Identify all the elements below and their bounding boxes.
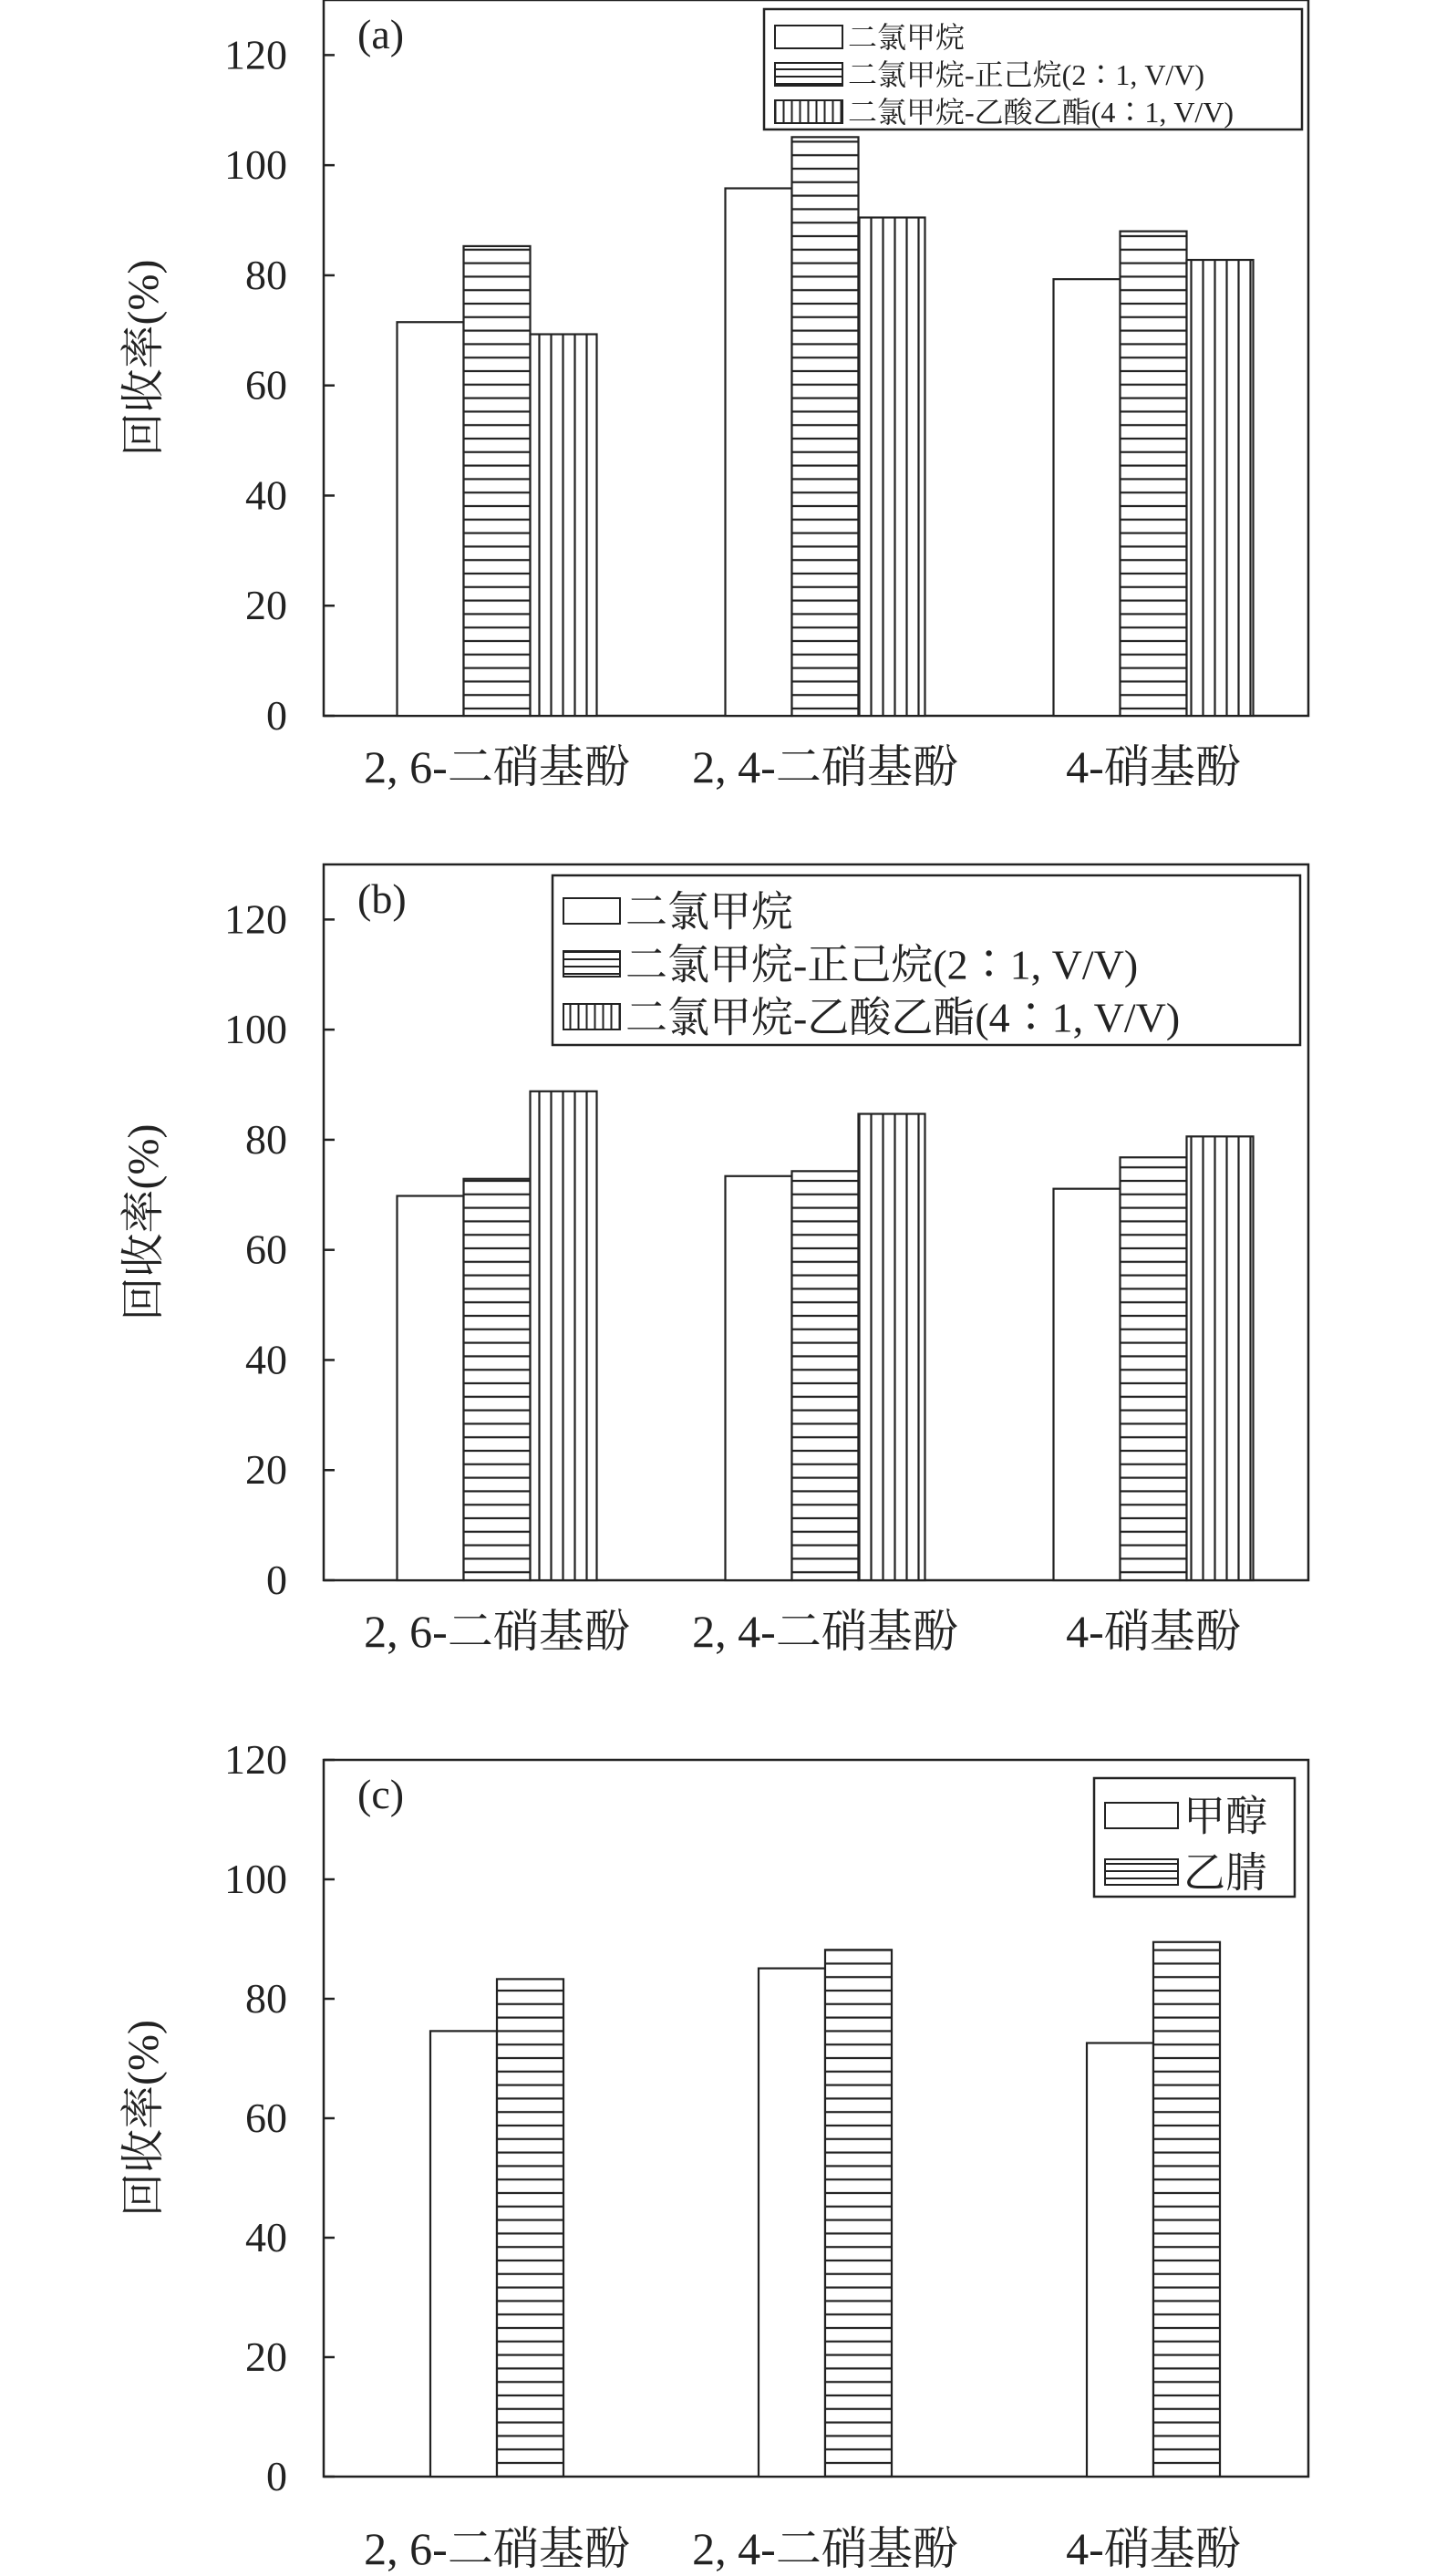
- y-tick-label-a: 100: [224, 141, 287, 189]
- bar-dcm-ethyl-acetate-4-nitrophenol: [1187, 1136, 1254, 1580]
- y-tick-label-a: 60: [245, 361, 287, 409]
- y-tick-label-b: 80: [245, 1115, 287, 1163]
- y-tick-label-c: 40: [245, 2214, 287, 2260]
- panel-label-b: (b): [357, 875, 407, 922]
- bar-dcm-26-dinitrophenol: [398, 322, 464, 716]
- category-label-a: 4-硝基酚: [1066, 741, 1241, 792]
- legend-swatch-dcm: [563, 898, 620, 924]
- panel-label-c: (c): [357, 1771, 405, 1817]
- y-tick-label-a: 80: [245, 251, 287, 298]
- bar-dcm-hexane-24-dinitrophenol: [792, 137, 859, 716]
- y-axis-label-c: 回收率(%): [119, 2020, 168, 2217]
- bar-acetonitrile-26-dinitrophenol: [497, 1979, 563, 2477]
- bar-dcm-26-dinitrophenol: [398, 1196, 464, 1580]
- bar-dcm-24-dinitrophenol: [726, 189, 792, 716]
- y-tick-label-b: 0: [266, 1557, 287, 1603]
- panel-label-a: (a): [357, 11, 405, 57]
- y-tick-label-a: 20: [245, 582, 287, 629]
- y-tick-label-c: 100: [224, 1856, 287, 1902]
- legend-swatch-acetonitrile: [1105, 1859, 1178, 1885]
- y-tick-label-c: 120: [224, 1736, 287, 1783]
- bar-dcm-24-dinitrophenol: [726, 1176, 792, 1580]
- bar-dcm-hexane-26-dinitrophenol: [464, 1179, 531, 1580]
- chart-panel-b: [119, 864, 1308, 1657]
- bar-dcm-hexane-26-dinitrophenol: [464, 246, 531, 716]
- y-tick-label-a: 0: [266, 692, 287, 739]
- legend-label-acetonitrile: 乙腈: [1183, 1849, 1267, 1897]
- chart-panel-c: [119, 1736, 1308, 2574]
- legend-label-dcm: 二氯甲烷: [625, 888, 793, 936]
- bar-dcm-4-nitrophenol: [1054, 279, 1121, 716]
- y-tick-label-b: 40: [245, 1336, 287, 1383]
- bar-methanol-24-dinitrophenol: [759, 1969, 825, 2477]
- y-tick-label-c: 80: [245, 1975, 287, 2022]
- bar-acetonitrile-24-dinitrophenol: [825, 1950, 892, 2477]
- category-label-c: 4-硝基酚: [1066, 2523, 1241, 2574]
- bar-dcm-ethyl-acetate-24-dinitrophenol: [859, 218, 925, 716]
- legend-label-dcm: 二氯甲烷: [848, 21, 966, 55]
- category-label-a: 2, 6-二硝基酚: [364, 741, 630, 792]
- y-tick-label-a: 40: [245, 471, 287, 519]
- bar-methanol-26-dinitrophenol: [430, 2031, 497, 2477]
- bar-acetonitrile-4-nitrophenol: [1153, 1942, 1220, 2477]
- bar-dcm-hexane-24-dinitrophenol: [792, 1171, 859, 1580]
- chart-panel-a: [119, 0, 1308, 792]
- bar-dcm-ethyl-acetate-26-dinitrophenol: [531, 335, 597, 716]
- legend-swatch-dcm-hexane: [563, 951, 620, 977]
- bar-dcm-ethyl-acetate-4-nitrophenol: [1187, 260, 1254, 716]
- y-axis-label-a: 回收率(%): [119, 259, 168, 457]
- y-tick-label-a: 120: [224, 31, 287, 78]
- legend-label-dcm-ethyl-acetate: 二氯甲烷-乙酸乙酯(4∶1, V/V): [625, 994, 1181, 1041]
- legend-swatch-dcm-hexane: [775, 63, 842, 86]
- y-tick-label-b: 100: [224, 1006, 287, 1053]
- legend-swatch-dcm-ethyl-acetate: [775, 100, 842, 123]
- legend-swatch-dcm-ethyl-acetate: [563, 1004, 620, 1029]
- y-tick-label-b: 20: [245, 1446, 287, 1494]
- y-axis-label-b: 回收率(%): [119, 1123, 168, 1321]
- bar-dcm-hexane-4-nitrophenol: [1121, 232, 1187, 716]
- category-label-b: 4-硝基酚: [1066, 1606, 1241, 1657]
- legend-label-dcm-hexane: 二氯甲烷-正己烷(2∶1, V/V): [848, 58, 1205, 92]
- legend-swatch-methanol: [1105, 1803, 1178, 1828]
- bar-dcm-ethyl-acetate-26-dinitrophenol: [531, 1091, 597, 1580]
- category-label-c: 2, 4-二硝基酚: [692, 2523, 958, 2574]
- y-tick-label-c: 20: [245, 2333, 287, 2380]
- y-tick-label-b: 60: [245, 1226, 287, 1273]
- bar-methanol-4-nitrophenol: [1087, 2043, 1153, 2477]
- legend-label-dcm-ethyl-acetate: 二氯甲烷-乙酸乙酯(4∶1, V/V): [848, 96, 1235, 129]
- category-label-a: 2, 4-二硝基酚: [692, 741, 958, 792]
- bar-dcm-hexane-4-nitrophenol: [1121, 1157, 1187, 1580]
- legend-swatch-dcm: [775, 26, 842, 48]
- bar-dcm-ethyl-acetate-24-dinitrophenol: [859, 1114, 925, 1580]
- legend-label-dcm-hexane: 二氯甲烷-正己烷(2∶1, V/V): [625, 941, 1139, 988]
- bar-dcm-4-nitrophenol: [1054, 1189, 1121, 1580]
- y-tick-label-c: 0: [266, 2453, 287, 2499]
- y-tick-label-b: 120: [224, 895, 287, 943]
- legend-label-methanol: 甲醇: [1183, 1793, 1267, 1840]
- category-label-c: 2, 6-二硝基酚: [364, 2523, 630, 2574]
- category-label-b: 2, 4-二硝基酚: [692, 1606, 958, 1657]
- y-tick-label-c: 60: [245, 2095, 287, 2141]
- category-label-b: 2, 6-二硝基酚: [364, 1606, 630, 1657]
